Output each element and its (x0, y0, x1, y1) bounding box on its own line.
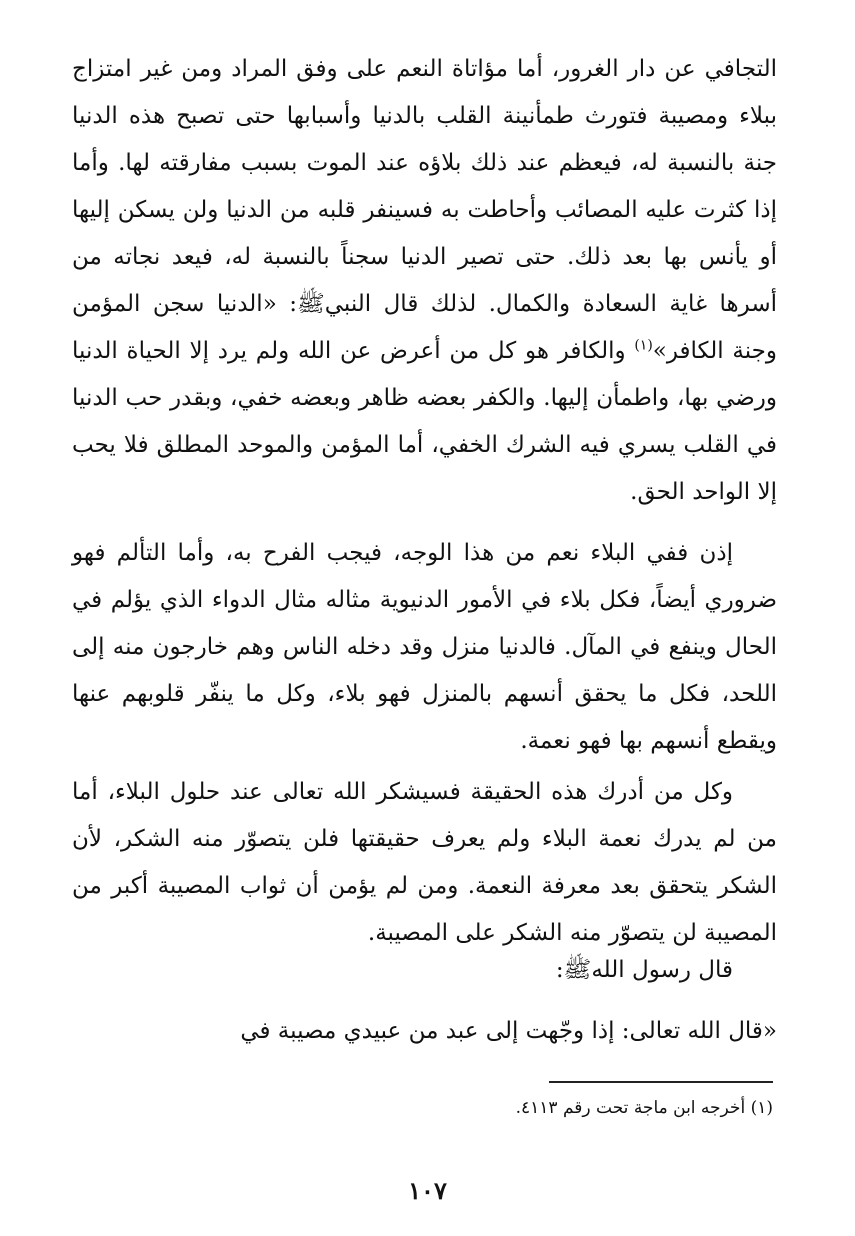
footnote-reference: (١) (634, 337, 653, 354)
page-number: ١٠٧ (408, 1176, 447, 1205)
paragraph-1-text: التجافي عن دار الغرور، أما مؤاتاة النعم على وفق المراد ومن غير امتزاج ببلاء ومصيبة فتورث طمأنينة القلب بالدنيا وأسبابها حتى تصبح هذه الدنيا جنة بالنسبة له، فيعظم عند ذلك بلاؤه عند الموت بسبب مفارقته لها. وأما إذا كثرت عليه المصائب وأحاطت به فسينفر قلبه من الدنيا ولن يسكن إليها أو يأنس بها بعد ذلك. حتى تصير الدنيا سجناً بالنسبة له، فيعد نجاته من أسرها غاية السعادة والكمال. لذلك قال النبيﷺ: «الدنيا سجن المؤمن وجنة الكافر» (72, 56, 777, 364)
body-paragraph-3: وكل من أدرك هذه الحقيقة فسيشكر الله تعالى عند حلول البلاء، أما من لم يدرك نعمة البلاء ولم يعرف حقيقتها فلن يتصوّر منه الشكر، لأن الشكر يتحقق بعد معرفة النعمة. ومن لم يؤمن أن ثواب المصيبة أكبر من المصيبة لن يتصوّر منه الشكر على المصيبة. (72, 779, 777, 946)
footnote-text: (١) أخرجه ابن ماجة تحت رقم ٤١١٣. (515, 1098, 773, 1118)
paragraph-1-continuation: والكافر هو كل من أعرض عن الله ولم يرد إلا الحياة الدنيا ورضي بها، واطمأن إليها. والكفر بعضه ظاهر وبعضه خفي، وبقدر حب الدنيا في القلب يسري فيه الشرك الخفي، أما المؤمن والموحد المطلق فلا يحب إلا الواحد الحق. (72, 338, 777, 505)
body-paragraph-2: إذن ففي البلاء نعم من هذا الوجه، فيجب الفرح به، وأما التألم فهو ضروري أيضاً، فكل بلاء في الأمور الدنيوية مثاله مثال الدواء الذي يؤلم في الحال وينفع في المآل. فالدنيا منزل وقد دخله الناس وهم خارجون منه إلى اللحد، فكل ما يحقق أنسهم بالمنزل فهو بلاء، وكل ما ينفّر قلوبهم عنها ويقطع أنسهم بها فهو نعمة. (72, 540, 777, 754)
footnote-divider (549, 1081, 773, 1083)
body-paragraph-1 (72, 46, 777, 516)
hadith-intro-line: قال رسول اللهﷺ: (555, 957, 733, 983)
hadith-quote-start: «قال الله تعالى: إذا وجّهت إلى عبد من عبيدي مصيبة في (240, 1018, 777, 1044)
